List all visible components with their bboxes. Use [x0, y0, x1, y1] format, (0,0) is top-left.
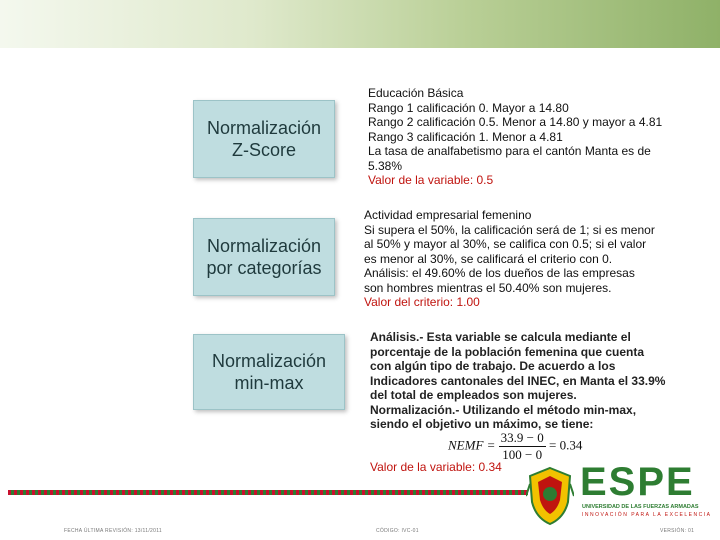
female-employment-block	[370, 330, 665, 432]
employment-value: Valor de la variable: 0.34	[370, 460, 502, 474]
header-gradient-bar	[0, 0, 720, 48]
minmax-label: Normalización min-max	[211, 351, 327, 393]
employment-line: con algún tipo de trabajo. De acuerdo a los	[370, 359, 616, 373]
zscore-box	[193, 100, 335, 178]
education-line: Rango 1 calificación 0. Mayor a 14.80	[368, 100, 569, 115]
education-line: La tasa de analfabetismo para el cantón Manta es de	[368, 144, 651, 158]
education-line: Rango 2 calificación 0.5. Menor a 14.80 y mayor a 4.81	[368, 115, 663, 129]
formula-fraction	[499, 430, 546, 463]
business-value: Valor del criterio: 1.00	[364, 295, 480, 309]
employment-line: siendo el objetivo un máximo, se tiene:	[370, 417, 594, 431]
education-line: 5.38%	[368, 158, 403, 173]
footer-center: CÓDIGO: IVC-01	[376, 528, 419, 534]
zscore-label: Normalización Z-Score	[206, 118, 322, 160]
employment-line: Indicadores cantonales del INEC, en Manta el 33.9%	[370, 373, 666, 388]
formula-lhs: NEMF =	[448, 437, 496, 453]
nemf-formula	[448, 430, 582, 463]
education-block	[368, 86, 662, 188]
business-line: al 50% y mayor al 30%, se califica con 0.5; si el valor	[364, 237, 647, 251]
university-crest-icon	[526, 466, 574, 526]
categories-box	[193, 218, 335, 296]
employment-line: del total de empleados son mujeres.	[370, 388, 577, 402]
logo-subtitle: UNIVERSIDAD DE LAS FUERZAS ARMADAS	[582, 504, 699, 510]
education-line: Educación Básica	[368, 86, 464, 100]
minmax-box	[193, 334, 345, 410]
female-business-block	[364, 208, 655, 310]
business-line: es menor al 30%, se calificará el criterio con 0.	[364, 251, 613, 266]
formula-result: = 0.34	[549, 437, 583, 453]
business-line: son hombres mientras el 50.40% son mujeres.	[364, 280, 612, 295]
formula-denominator: 100 − 0	[502, 447, 543, 462]
education-value: Valor de la variable: 0.5	[368, 173, 494, 187]
categories-label: Normalización por categorías	[206, 236, 322, 278]
employment-line: Normalización.- Utilizando el método min-max,	[370, 402, 637, 417]
footer-left: FECHA ÚLTIMA REVISIÓN: 13/11/2011	[64, 528, 162, 534]
logo-tagline: INNOVACIÓN PARA LA EXCELENCIA	[582, 512, 712, 518]
formula-numerator: 33.9 − 0	[500, 430, 544, 445]
espe-logo: ESPE	[580, 460, 695, 504]
business-line: Análisis: el 49.60% de los dueños de las empresas	[364, 266, 635, 280]
business-line: Si supera el 50%, la calificación será de 1; si es menor	[364, 222, 655, 237]
employment-line: Análisis.- Esta variable se calcula mediante el	[370, 330, 631, 344]
business-line: Actividad empresarial femenino	[364, 208, 532, 222]
footer-right: VERSIÓN: 01	[660, 528, 695, 534]
employment-line: porcentaje de la población femenina que cuenta	[370, 344, 645, 359]
education-line: Rango 3 calificación 1. Menor a 4.81	[368, 129, 563, 144]
footer-stripe	[8, 490, 528, 495]
